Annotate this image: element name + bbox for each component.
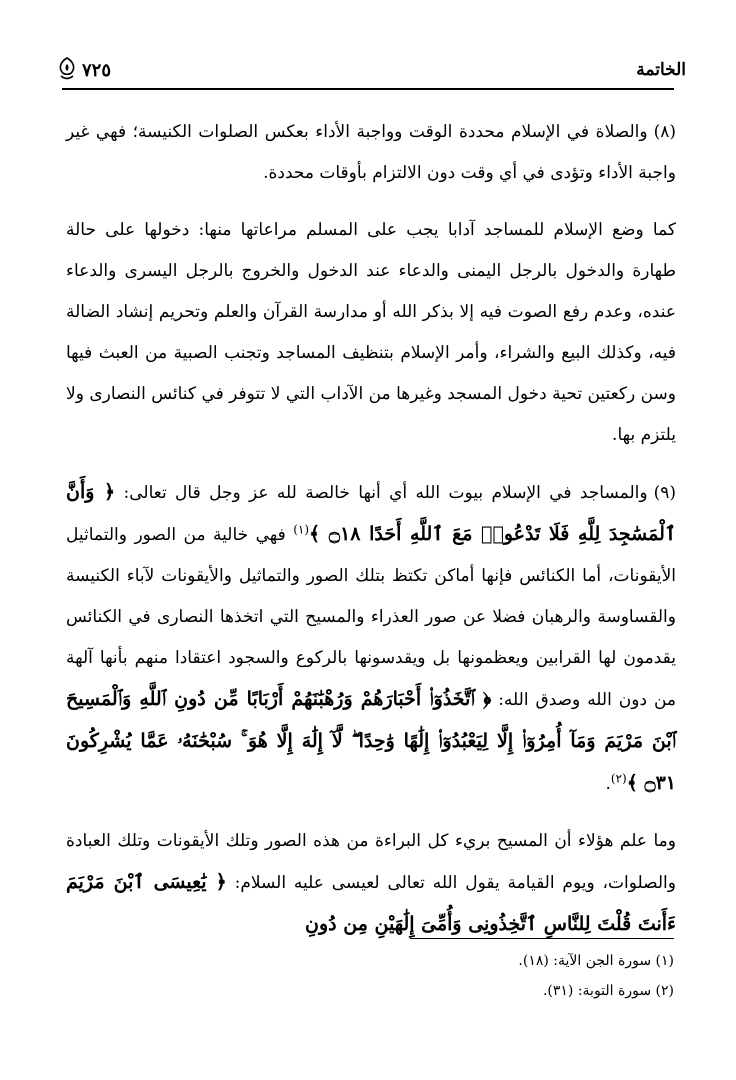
paragraph-text: كما وضع الإسلام للمساجد آدابا يجب على المسلم مراعاتها منها: دخولها على حالة طهارة والدخول بالرجل اليمنى والدعاء عند الدخول والخروج بالرجل اليسرى والدعاء عنده، وعدم رفع الصوت فيه إلا بذكر الله أو مدارسة القرآن والعلم وتحريم إنشاد الضالة فيه، وكذلك البيع والشراء، وأمر الإسلام بتنظيف المساجد وتجنب الصبية من العبث فيها وسن ركعتين تحية دخول المسجد وغيرها من الآداب التي لا تتوفر في كنائس النصارى ولا يلتزم بها. [66, 220, 676, 445]
chapter-title: الخاتمة [636, 60, 686, 80]
paragraph-conclusion [66, 821, 676, 946]
paragraph-text: والصلاة في الإسلام محددة الوقت وواجبة الأداء بعكس الصلوات الكنيسة؛ فهي غير واجبة الأداء وتؤدى في أي وقت دون الالتزام بأوقات محددة. [66, 122, 676, 183]
paragraph-8 [66, 112, 676, 194]
quran-verse: ﴿ وَأَنَّ ٱلْمَسَٰجِدَ لِلَّهِ فَلَا تَدْعُوا۟ مَعَ ٱللَّهِ أَحَدًا ۝١٨ ﴾ [66, 481, 677, 545]
footnote-ref[interactable]: (٢) [610, 771, 627, 786]
paragraph-text: والمساجد في الإسلام بيوت الله أي أنها خالصة لله عز وجل قال تعالى: [123, 483, 648, 503]
footnote-1: (١) سورة الجن الآية: (١٨). [518, 953, 674, 969]
paragraph-end: . [605, 774, 611, 794]
footnotes [66, 946, 674, 1006]
footnote-2: (٢) سورة التوبة: (٣١). [542, 983, 674, 999]
paragraph-text: فهي خالية من الصور والتماثيل الأيقونات، أما الكنائس فإنها أماكن تكتظ بتلك الصور والتماثيل والأيقونات لآباء الكنيسة والقساوسة والرهبان فضلا عن صور العذراء والمسيح التي اتخذها النصارى في الكنائس يقدمون لها القرابين ويعظمونها بل ويقدسونها بالركوع والسجود اعتقادا منهم بأنها آلهة من دون الله وصدق الله: [66, 525, 677, 710]
paragraph-number: (٨) [653, 122, 676, 142]
ornament-icon [56, 56, 78, 82]
quran-verse: ﴿ يَٰعِيسَى ٱبْنَ مَرْيَمَ ءَأَنتَ قُلْتَ لِلنَّاسِ ٱتَّخِذُونِى وَأُمِّىَ إِلَٰهَيْنِ مِن دُونِ [66, 871, 676, 935]
footnote-rule [410, 938, 674, 939]
paragraph-number: (٩) [653, 483, 677, 503]
paragraph-mosque-etiquette [66, 210, 676, 456]
page-number: ٧٢٥ [82, 60, 112, 81]
header-rule [62, 88, 674, 90]
paragraph-9 [66, 472, 676, 805]
page-header [56, 56, 686, 86]
body-text [66, 112, 676, 946]
footnote-ref[interactable]: (١) [293, 522, 310, 537]
quran-verse: ﴿ ٱتَّخَذُوٓا۟ أَحْبَارَهُمْ وَرُهْبَٰنَهُمْ أَرْبَابًا مِّن دُونِ ٱللَّهِ وَٱلْمَسِيحَ ٱبْنَ مَرْيَمَ وَمَآ أُمِرُوٓا۟ إِلَّا لِيَعْبُدُوٓا۟ إِلَٰهًا وَٰحِدًا ۖ لَّآ إِلَٰهَ إِلَّا هُوَ ۚ سُبْحَٰنَهُۥ عَمَّا يُشْرِكُونَ ۝٣١ ﴾ [66, 688, 676, 794]
paragraph-text: وما علم هؤلاء أن المسيح بريء كل البراءة من هذه الصور وتلك الأيقونات وتلك العبادة والصلوات، ويوم القيامة يقول الله تعالى لعيسى عليه السلام: [66, 831, 676, 893]
